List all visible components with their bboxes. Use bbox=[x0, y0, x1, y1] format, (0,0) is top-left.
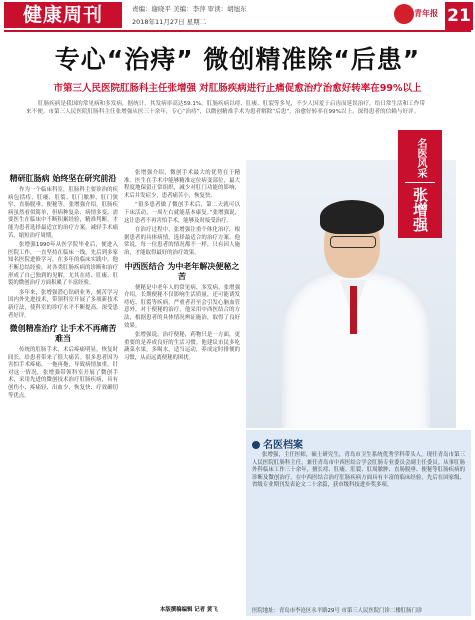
profile-title-text: 名医档案 bbox=[263, 440, 303, 451]
photo-tag bbox=[398, 130, 442, 238]
profile-text: 张增强，主任医师，硕士研究生，青岛市卫生系统优秀学科带头人，现任青岛市第三人民医院肛肠科主任，兼任青岛市中西医结合学会肛肠专业委员会副主任委员。从事肛肠外科临床工作三十余年，擅长痔、肛瘘、肛裂、肛周脓肿、直肠脱垂、便秘等肛肠疾病的诊断及微创治疗，在中西医结合治疗肛肠疾病方面具有丰富的临床经验。先后在国家级、省级专业期刊发表论文二十余篇，获市级科技进步奖多项。 bbox=[252, 452, 465, 488]
doctor-profile-box bbox=[246, 430, 471, 616]
hospital-address: 医院地址：青岛市李沧区永平路29号 市第三人民医院门诊二楼肛肠门诊 bbox=[252, 608, 423, 614]
paragraph: 在治疗过程中，张增强注重个体化治疗，根据患者的具体病情，选择最适合的治疗方案。他常说，每一位患者的情况都不一样，只有因人施治，才能取得最好的治疗效果。 bbox=[124, 227, 240, 256]
page-number: 21 bbox=[445, 2, 473, 30]
article-subhead: 市第三人民医院肛肠科主任张增强 对肛肠疾病进行止痛促愈治疗治愈好转率在99%以上 bbox=[53, 83, 422, 94]
editor-credits: 责编：谢晓平 美编：李萍 审读：胡旭东 bbox=[132, 5, 247, 13]
tag-label-top: 名医风采 bbox=[415, 138, 426, 178]
bullet-icon bbox=[252, 441, 260, 449]
newspaper-logo bbox=[394, 4, 438, 26]
paragraph: “很多患者做了微创手术后，第二天就可以下床活动，一周左右就能基本康复。”张增强说，这让患者不再害怕手术，能够及时接受治疗。 bbox=[124, 202, 240, 224]
logo-icon bbox=[394, 4, 414, 24]
text-column-2 bbox=[124, 170, 240, 364]
glasses-icon bbox=[330, 236, 376, 248]
tag-label-bottom: 张增强 bbox=[411, 187, 429, 232]
paragraph: 张增强1990年从医学院毕业后，便进入医院工作，一直坚持在临床一线，先后到多家知名医院进修学习。在多年的临床实践中，他不断总结经验，对各类肛肠疾病的诊断和治疗形成了自己独到的见解，尤其在痔、肛瘘、肛裂的微创治疗方面积累了丰富经验。 bbox=[8, 242, 118, 287]
paragraph: 张增强介绍，微创手术最大的优势在于精准。医生在手术中能够精准定位病变部位，最大程度地保留正常组织，减少对肛门功能的影响，术后并发症少，患者痛苦小，恢复快。 bbox=[124, 170, 240, 199]
masthead: 健康周刊 bbox=[4, 2, 122, 28]
issue-date: 2018年11月27日 星期二 bbox=[132, 18, 207, 26]
profile-title bbox=[252, 436, 303, 451]
article-lead: 肛肠疾病是我国的常见病和多发病。据统计，其发病率高达59.1%。肛肠疾病以痔、肛瘘、肛裂等多见，不少人因羞于启齿而延误治疗，给日常生活和工作带来不便。市第三人民医院肛肠科主任张增强从医三十余年，专心“治痔”，以微创精准手术为患者解除“后患”，治愈好转率在99%以上，深得患者的信赖与好评。 bbox=[26, 101, 425, 116]
paragraph: 多年来，张增强潜心钻研业务，刻苦学习国内外先进技术，带领科室开展了多项新技术新疗法，使科室的诊疗水平不断提高，深受患者好评。 bbox=[8, 289, 118, 319]
paragraph: 张增强说，治疗便秘，药物只是一方面，更重要的是养成良好的生活习惯。他建议市民多吃蔬菜水果，多喝水，适当运动，养成定时排便的习惯，从而远离便秘的困扰。 bbox=[124, 332, 240, 361]
section-heading: 中西医结合 为中老年解决便秘之苦 bbox=[124, 261, 240, 281]
article-headline: 专心“治痔” 微创精准除“后患” bbox=[54, 45, 421, 74]
paragraph: 传统的肛肠手术，术后疼痛明显，恢复时间长，给患者带来了很大痛苦。很多患者因为害怕手术疼痛，一拖再拖，导致病情加重。针对这一情况，张增强带领科室开展了微创手术，采用先进的微创技术治疗肛肠疾病，具有创伤小、疼痛轻、出血少、恢复快、疗效确切等优点。 bbox=[8, 347, 118, 399]
hair bbox=[320, 200, 384, 234]
section-heading: 微创精准治疗 让手术不再痛苦难当 bbox=[9, 324, 117, 344]
text-column-1 bbox=[8, 170, 118, 402]
section-heading: 精研肛肠病 始终坚在研究前沿 bbox=[9, 174, 117, 183]
header-divider bbox=[4, 30, 471, 32]
paragraph: 作为一个临床科室，肛肠科主要诊治的疾病包括痔、肛瘘、肛裂、肛门脓肿、肛门狭窄、直肠脱垂、便秘等。张增强介绍，肛肠疾病虽然看似简单，但病种复杂、病情多变，需要医生在临床中不断积累经验，精准判断，才能为患者选择最适宜的治疗方案，减轻手术痛苦，缩短治疗周期。 bbox=[8, 187, 118, 239]
logo-text: 青年报 bbox=[414, 9, 438, 18]
paragraph: 便秘是中老年人的常见病、多发病。张增强介绍，长期便秘不仅影响生活质量，还可能诱发痔疮、肛裂等疾病，严重者甚至会引发心脑血管意外。对于便秘的治疗，他采用中西医结合的方法，根据患者的具体情况辨证施治，取得了良好效果。 bbox=[124, 284, 240, 329]
article-byline: 本版撰稿编辑 记者 黄飞 bbox=[160, 607, 218, 613]
page-header bbox=[0, 0, 475, 34]
necktie bbox=[350, 286, 357, 334]
tag-divider bbox=[405, 182, 435, 183]
